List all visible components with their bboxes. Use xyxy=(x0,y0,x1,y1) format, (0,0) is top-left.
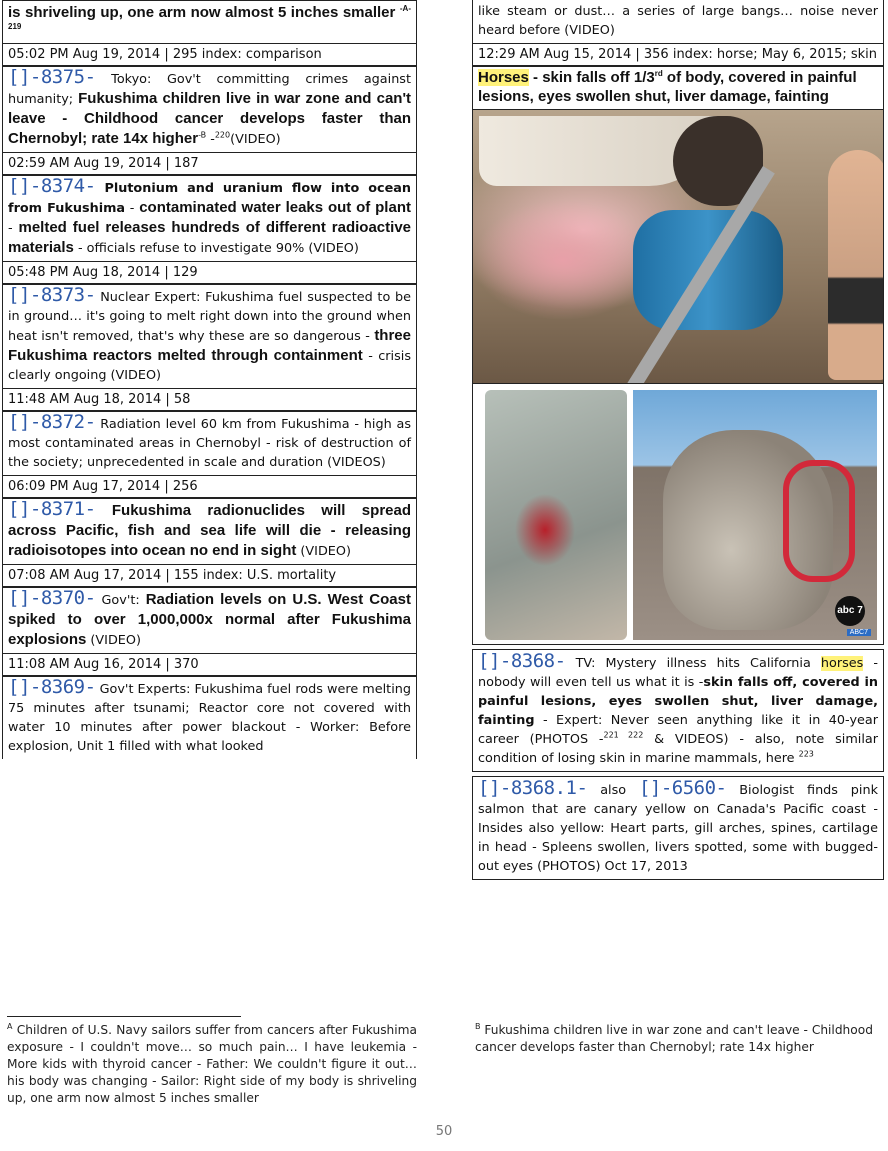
entry-meta: 05:48 PM Aug 18, 2014 | 129 xyxy=(2,261,417,285)
entry-bold-text: melted fuel releases hundreds of different radioactive materials xyxy=(8,219,412,256)
entry-text: also xyxy=(587,783,639,798)
footnote-ref-222[interactable]: 222 xyxy=(618,730,644,740)
footnote-text: Fukushima children live in war zone and can't leave - Childhood cancer develops faster than Chernobyl; rate 14x higher xyxy=(475,1023,873,1054)
person-shape xyxy=(828,150,884,380)
footnote-divider xyxy=(7,1016,241,1017)
entry-text: Nuclear Expert: Fukushima fuel suspected to be in ground… it's going to melt right down into the ground when heat isn't removed, that's why these are so dangerous - xyxy=(8,290,411,344)
right-top-fragment: like steam or dust… a series of large bangs… noise never heard before (VIDEO) xyxy=(472,0,884,44)
entry-text: Biologist finds pink salmon that are canary yellow on Canada's Pacific coast - Insides also yellow: Heart parts, gill arches, spines, cartilage in head - Spleens swollen, livers spotted, some with bugged-out eyes (PHOTOS) Oct 17, 2013 xyxy=(478,783,878,874)
red-halter-shape xyxy=(783,460,855,582)
entry-link[interactable]: []-8375- xyxy=(8,66,96,88)
entry-text: - Expert: Never seen anything like it in 40-year career (PHOTOS - xyxy=(478,713,878,747)
entry-link[interactable]: []-6560- xyxy=(638,777,727,799)
horse-barn-photo xyxy=(472,109,884,385)
entry-meta: 02:59 AM Aug 19, 2014 | 187 xyxy=(2,152,417,176)
entry-link[interactable]: []-8373- xyxy=(8,284,96,306)
footnote-ref-223[interactable]: 223 xyxy=(798,749,814,759)
entry-text: - xyxy=(8,221,19,236)
horse-closeup-photos xyxy=(472,383,884,645)
right-column xyxy=(472,0,884,880)
footnote-mark: B xyxy=(475,1021,481,1031)
entry-link[interactable]: []-8372- xyxy=(8,411,96,433)
headline-text: of body, covered in painful lesions, eyes swollen shut, liver damage, fainting xyxy=(478,69,857,105)
entry-text: (VIDEO) xyxy=(86,633,141,648)
entry-text: (VIDEO) xyxy=(296,544,351,559)
entry-text: Radiation level 60 km from Fukushima - high as most contaminated areas in Chernobyl - risk of destruction of the society; unprecedented in scale and duration (VIDEOS) xyxy=(8,417,411,470)
entry-text: - officials refuse to investigate 90% (VIDEO) xyxy=(73,241,359,256)
entry-bold-text: Fukushima children live in war zone and can't leave - Childhood cancer develops faster than Chernobyl; rate 14x higher xyxy=(8,90,412,147)
left-column xyxy=(2,0,417,759)
entry-text: - crisis clearly ongoing (VIDEO) xyxy=(8,349,412,383)
entry-meta: 07:08 AM Aug 17, 2014 | 155 index: U.S. mortality xyxy=(2,564,417,588)
entry-8372 xyxy=(2,410,417,476)
entry-link[interactable]: []-8369- xyxy=(8,676,96,698)
entry-text: - nobody will even tell us what it is - xyxy=(478,656,879,690)
entry-link[interactable]: []-8368- xyxy=(478,650,566,672)
fragment-text: is shriveling up, one arm now almost 5 inches smaller xyxy=(8,4,396,21)
tv-station-logo: abc 7 xyxy=(835,596,865,626)
footnote-mark: A xyxy=(7,1021,13,1031)
horse-headline xyxy=(472,65,884,110)
page-number: 50 xyxy=(435,1124,453,1139)
entry-8375 xyxy=(2,65,417,153)
entry-link[interactable]: []-8374- xyxy=(8,175,96,197)
entry-8368-1 xyxy=(472,776,884,880)
entry-link[interactable]: []-8371- xyxy=(8,498,96,520)
entry-8368 xyxy=(472,649,884,772)
entry-bold-text: Plutonium and uranium flow into ocean from Fukushima xyxy=(8,181,411,216)
skin-lesion-photo xyxy=(485,390,627,640)
headline-highlight: Horses xyxy=(478,69,529,86)
entry-text: Tokyo: Gov't committing crimes against humanity; xyxy=(8,72,411,107)
horse-muzzle-photo xyxy=(633,390,877,640)
footnote-a xyxy=(7,1022,417,1107)
entry-meta: 05:02 PM Aug 19, 2014 | 295 index: comparison xyxy=(2,43,417,67)
entry-bold-text: Fukushima radionuclides will spread across Pacific, fish and sea life will die - releasing radioisotopes into ocean no end in sight xyxy=(8,502,411,559)
entry-bold-text: contaminated water leaks out of plant xyxy=(139,199,411,216)
entry-bold-text: Radiation levels on U.S. West Coast spiked to over 1,000,000x normal after Fukushima explosions xyxy=(8,591,411,648)
entry-text: Gov't Experts: Fukushima fuel rods were melting 75 minutes after tsunami; Reactor core not covered with water 10 minutes after power blackout - Worker: Before explosion, Unit 1 filled with what looked xyxy=(8,682,411,754)
entry-8373 xyxy=(2,283,417,389)
footnote-text: Children of U.S. Navy sailors suffer from cancers after Fukushima exposure - I couldn't move… so much pain… I have leukemia - More kids with thyroid cancer - Father: We couldn't figure it out… his body was changing - Sailor: Right side of my body is shriveling up, one arm now almost 5 inches smaller xyxy=(7,1023,417,1105)
entry-text: Gov't: xyxy=(95,593,146,608)
entry-meta: 12:29 AM Aug 15, 2014 | 356 index: horse; May 6, 2015; skin xyxy=(472,43,884,67)
footnote-ref-220[interactable]: 220 xyxy=(214,130,231,140)
entry-8374 xyxy=(2,174,417,262)
entry-meta: 11:08 AM Aug 16, 2014 | 370 xyxy=(2,653,417,677)
footnote-ref-b[interactable]: -B xyxy=(198,130,207,140)
entry-bold-text: skin falls off, covered in painful lesions, eyes swollen shut, liver damage, fainting xyxy=(478,675,878,728)
footnote-ref-221[interactable]: 221 xyxy=(603,730,619,740)
entry-meta: 06:09 PM Aug 17, 2014 | 256 xyxy=(2,475,417,499)
headline-text: - skin falls off 1/3 xyxy=(528,69,655,86)
entry-link[interactable]: []-8370- xyxy=(8,587,96,609)
entry-text: & VIDEOS) - also, note similar condition of losing skin in marine mammals, here xyxy=(478,732,878,766)
entry-8369 xyxy=(2,675,417,759)
left-top-fragment xyxy=(2,0,417,44)
fragment-footnote-ref[interactable]: -A-219 xyxy=(8,4,411,31)
entry-text: - xyxy=(125,201,140,216)
entry-bold-text: three Fukushima reactors melted through containment xyxy=(8,327,411,364)
entry-8370 xyxy=(2,586,417,654)
entry-text: (VIDEO) xyxy=(230,132,281,147)
tv-station-tag: ABC7 xyxy=(847,629,871,636)
footnote-b xyxy=(475,1022,883,1056)
entry-text: - xyxy=(206,132,215,147)
entry-highlight: horses xyxy=(820,656,864,671)
entry-8371 xyxy=(2,497,417,565)
headline-sup: rd xyxy=(654,69,663,78)
entry-text: TV: Mystery illness hits California xyxy=(565,656,821,671)
entry-meta: 11:48 AM Aug 18, 2014 | 58 xyxy=(2,388,417,412)
entry-link[interactable]: []-8368.1- xyxy=(478,777,588,799)
